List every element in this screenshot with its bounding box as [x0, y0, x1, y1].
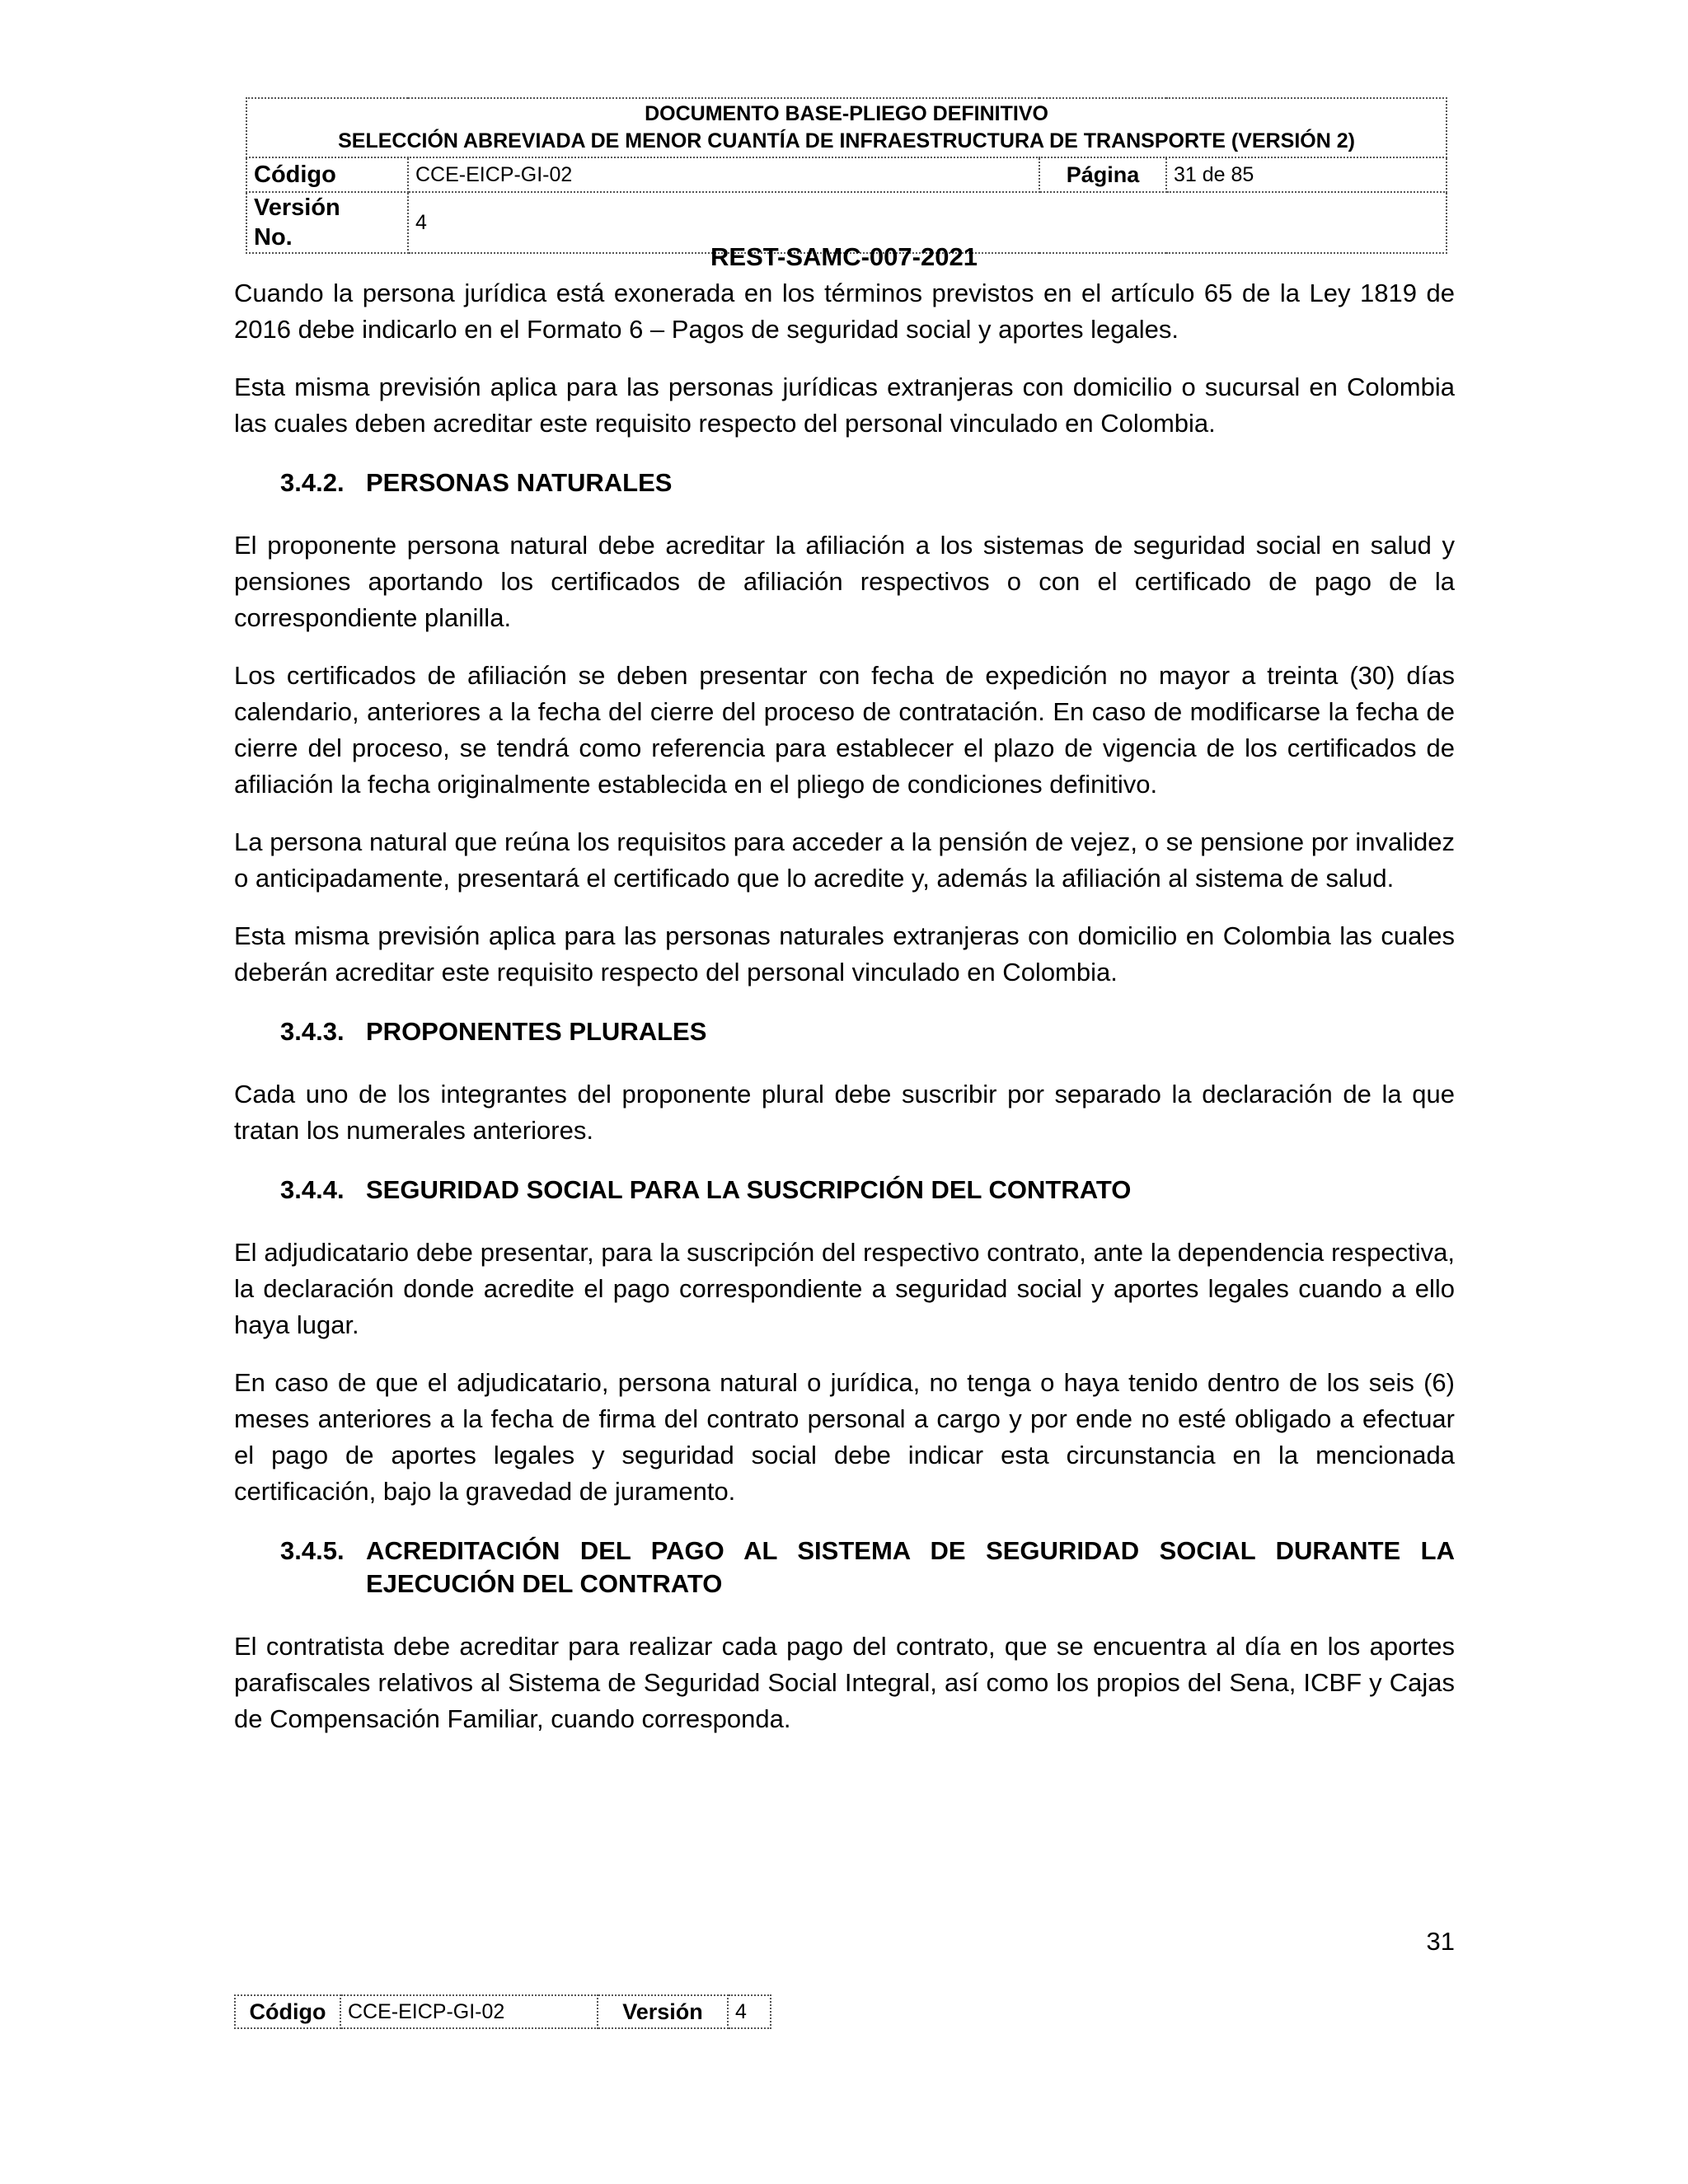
footer-code-value: CCE-EICP-GI-02	[340, 1995, 598, 2028]
header-code-value: CCE-EICP-GI-02	[408, 157, 1039, 192]
header-version-value: 4	[408, 192, 1447, 253]
paragraph: Cada uno de los integrantes del proponente plural debe suscribir por separado la declaración de la que tratan los numerales anteriores.	[234, 1080, 1455, 1145]
section-title: ACREDITACIÓN DEL PAGO AL SISTEMA DE SEGURIDAD SOCIAL DURANTE LA EJECUCIÓN DEL CONTRATO	[366, 1536, 1455, 1598]
section-heading-3-4-2	[234, 466, 1455, 499]
header-code-label: Código	[246, 157, 408, 192]
header-page-value: 31 de 85	[1166, 157, 1447, 192]
footer-version-label: Versión	[598, 1995, 728, 2028]
paragraph: Los certificados de afiliación se deben presentar con fecha de expedición no mayor a treinta (30) días calendario, anteriores a la fecha del cierre del proceso de contratación. En caso de modificarse la fecha de cierre del proceso, se tendrá como referencia para establecer el plazo de vigencia de los certificados de afiliación la fecha originalmente establecida en el pliego de condiciones definitivo.	[234, 661, 1455, 799]
section-number: 3.4.3.	[280, 1017, 345, 1046]
page-number: 31	[1426, 1927, 1455, 1956]
section-number: 3.4.5.	[280, 1536, 345, 1565]
section-heading-3-4-3	[234, 1015, 1455, 1048]
paragraph: Esta misma previsión aplica para las personas jurídicas extranjeras con domicilio o sucursal en Colombia las cuales deben acreditar este requisito respecto del personal vinculado en Colombia.	[234, 373, 1455, 438]
document-body	[234, 275, 1455, 1759]
paragraph: El adjudicatario debe presentar, para la suscripción del respectivo contrato, ante la dependencia respectiva, la declaración donde acredite el pago correspondiente a seguridad social y aportes legales cuando a ello haya lugar.	[234, 1238, 1455, 1339]
footer-code-label: Código	[235, 1995, 340, 2028]
footer-table	[234, 1994, 771, 2029]
section-title: PROPONENTES PLURALES	[366, 1017, 707, 1046]
section-heading-3-4-5	[234, 1535, 1455, 1601]
footer-version-value: 4	[728, 1995, 771, 2028]
section-number: 3.4.4.	[280, 1175, 345, 1204]
paragraph: En caso de que el adjudicatario, persona natural o jurídica, no tenga o haya tenido dentro de los seis (6) meses anteriores a la fecha de firma del contrato personal a cargo y por ende no esté obligado a efectuar el pago de aportes legales y seguridad social debe indicar esta circunstancia en la mencionada certificación, bajo la gravedad de juramento.	[234, 1368, 1455, 1506]
paragraph: La persona natural que reúna los requisitos para acceder a la pensión de vejez, o se pensione por invalidez o anticipadamente, presentará el certificado que lo acredite y, además la afiliación al sistema de salud.	[234, 827, 1455, 893]
section-title: SEGURIDAD SOCIAL PARA LA SUSCRIPCIÓN DEL CONTRATO	[366, 1175, 1132, 1204]
header-title-line2: SELECCIÓN ABREVIADA DE MENOR CUANTÍA DE INFRAESTRUCTURA DE TRANSPORTE (VERSIÓN 2)	[338, 129, 1355, 152]
header-title-line1: DOCUMENTO BASE-PLIEGO DEFINITIVO	[645, 102, 1048, 125]
paragraph: Esta misma previsión aplica para las personas naturales extranjeras con domicilio en Colombia las cuales deberán acreditar este requisito respecto del personal vinculado en Colombia.	[234, 921, 1455, 987]
header-title	[246, 98, 1447, 157]
header-table	[246, 97, 1447, 254]
section-heading-3-4-4	[234, 1174, 1455, 1207]
paragraph: Cuando la persona jurídica está exonerada en los términos previstos en el artículo 65 de la Ley 1819 de 2016 debe indicarlo en el Formato 6 – Pagos de seguridad social y aportes legales.	[234, 279, 1455, 344]
header-version-label-line1: Versión	[254, 194, 340, 221]
header-page-label: Página	[1039, 157, 1166, 192]
section-title: PERSONAS NATURALES	[366, 468, 673, 497]
section-number: 3.4.2.	[280, 468, 345, 497]
header-version-label-line2: No.	[254, 224, 293, 251]
paragraph: El contratista debe acreditar para realizar cada pago del contrato, que se encuentra al día en los aportes parafiscales relativos al Sistema de Seguridad Social Integral, así como los propios del Sena, ICBF y Cajas de Compensación Familiar, cuando corresponda.	[234, 1632, 1455, 1733]
paragraph: El proponente persona natural debe acreditar la afiliación a los sistemas de seguridad social en salud y pensiones aportando los certificados de afiliación respectivos o con el certificado de pago de la correspondiente planilla.	[234, 531, 1455, 632]
process-reference: REST-SAMC-007-2021	[710, 242, 978, 271]
